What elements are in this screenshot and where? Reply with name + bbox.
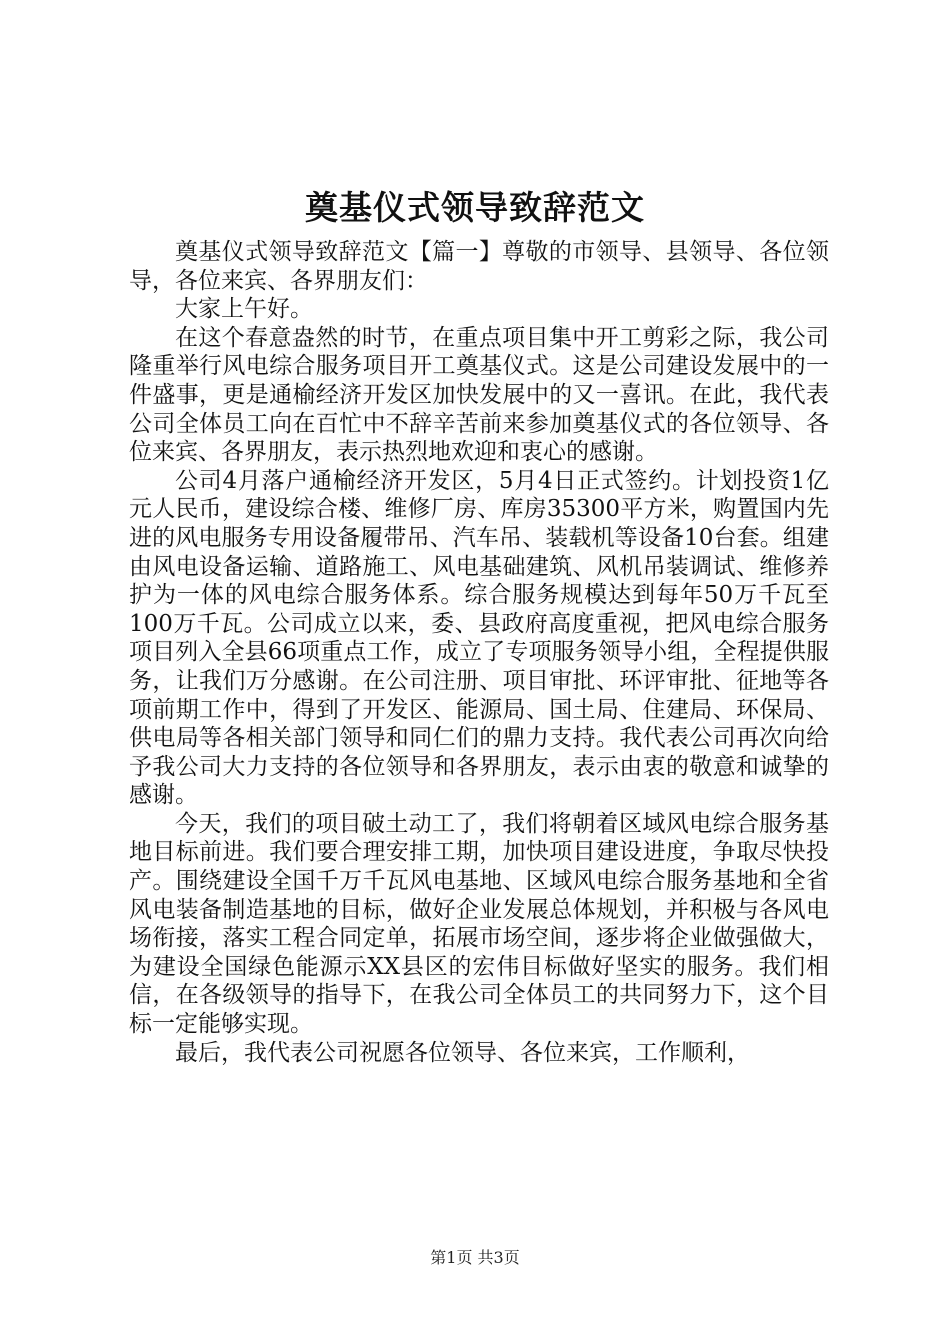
paragraph-5: 今天，我们的项目破土动工了，我们将朝着区域风电综合服务基地目标前进。我们要合理安排工期，加快项目建设进度，争取尽快投产。围绕建设全国千万千瓦风电基地、区域风电综合服务基地和全省风电装备制造基地的目标，做好企业发展总体规划，并积极与各风电场衔接，落实工程合同定单，拓展市场空间，逐步将企业做强做大，为建设全国绿色能源示XX县区的宏伟目标做好坚实的服务。我们相信，在各级领导的指导下，在我公司全体员工的共同努力下，这个目标一定能够实现。 <box>129 810 829 1038</box>
page-footer <box>0 1248 950 1268</box>
paragraph-2: 大家上午好。 <box>175 296 313 323</box>
document-body <box>129 238 829 1067</box>
page-number-indicator: 第1页 共3页 <box>430 1248 520 1267</box>
paragraph-6: 最后，我代表公司祝愿各位领导、各位来宾，工作顺利， <box>175 1039 750 1066</box>
paragraph-1: 奠基仪式领导致辞范文【篇一】尊敬的市领导、县领导、各位领导，各位来宾、各界朋友们： <box>129 239 829 294</box>
paragraph-3: 在这个春意盎然的时节，在重点项目集中开工剪彩之际，我公司隆重举行风电综合服务项目开工奠基仪式。这是公司建设发展中的一件盛事，更是通榆经济开发区加快发展中的又一喜讯。在此，我代表公司全体员工向在百忙中不辞辛苦前来参加奠基仪式的各位领导、各位来宾、各界朋友，表示热烈地欢迎和衷心的感谢。 <box>129 324 829 466</box>
paragraph-4: 公司4月落户通榆经济开发区，5月4日正式签约。计划投资1亿元人民币，建设综合楼、维修厂房、库房35300平方米，购置国内先进的风电服务专用设备履带吊、汽车吊、装载机等设备10台套。组建由风电设备运输、道路施工、风电基础建筑、风机吊装调试、维修养护为一体的风电综合服务体系。综合服务规模达到每年50万千瓦至100万千瓦。公司成立以来，委、县政府高度重视，把风电综合服务项目列入全县66项重点工作，成立了专项服务领导小组，全程提供服务，让我们万分感谢。在公司注册、项目审批、环评审批、征地等各项前期工作中，得到了开发区、能源局、国土局、住建局、环保局、供电局等各相关部门领导和同仁们的鼎力支持。我代表公司再次向给予我公司大力支持的各位领导和各界朋友，表示由衷的敬意和诚挚的感谢。 <box>129 467 829 809</box>
document-title: 奠基仪式领导致辞范文 <box>305 188 645 227</box>
